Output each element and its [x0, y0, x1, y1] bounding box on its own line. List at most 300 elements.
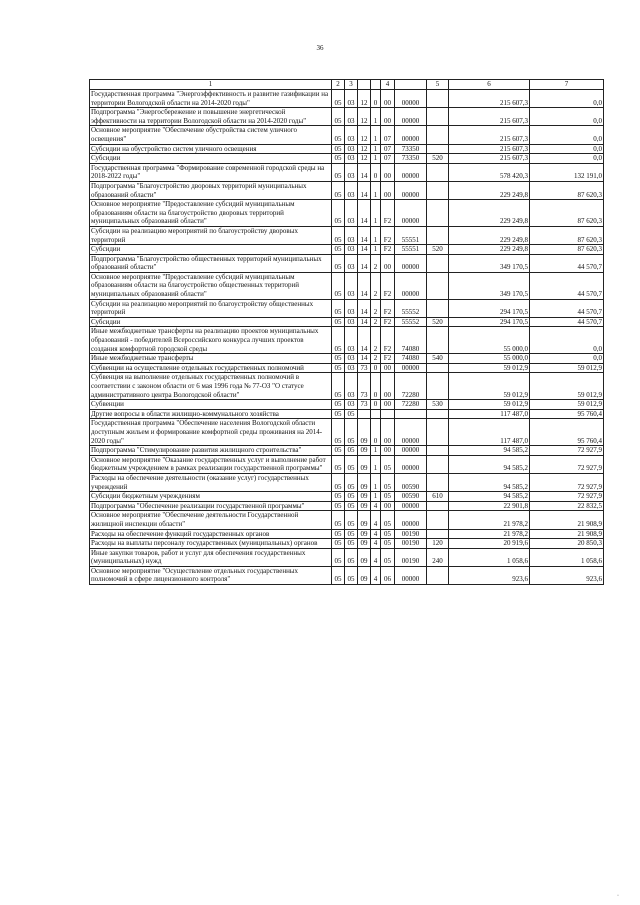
direction-code-cell: 00000 [395, 163, 427, 181]
expense-type-cell [427, 409, 449, 419]
section-code-cell: 05 [332, 181, 345, 199]
measure-code-cell: 06 [381, 566, 395, 584]
direction-code-cell: 72280 [395, 400, 427, 410]
subsection-code-cell: 05 [345, 511, 358, 529]
direction-code-cell: 55551 [395, 226, 427, 244]
subprogram-code-cell: 1 [371, 245, 381, 255]
amount-2019-cell: 229 249,8 [449, 181, 530, 199]
measure-code-cell: 05 [381, 492, 395, 502]
measure-code-cell: 05 [381, 473, 395, 491]
subsection-code-cell: 03 [345, 154, 358, 164]
table-row [90, 373, 604, 400]
program-code-cell: 12 [358, 126, 371, 144]
subsection-code-cell: 05 [345, 492, 358, 502]
subsection-code-cell: 03 [345, 108, 358, 126]
row-name-cell: Основное мероприятие "Предоставление субсидий муниципальным образованиям области на благоустройство общественных территорий муниципальных образований области" [90, 272, 332, 299]
row-name-cell: Иные межбюджетные трансферты на реализацию проектов муниципальных образований - победителей Всероссийского конкурса лучших проектов создания комфортной городской среды [90, 327, 332, 354]
section-code-cell: 05 [332, 473, 345, 491]
table-row [90, 200, 604, 227]
measure-code-cell: 00 [381, 163, 395, 181]
measure-code-cell: 05 [381, 548, 395, 566]
direction-code-cell: 00590 [395, 492, 427, 502]
subprogram-code-cell: 2 [371, 354, 381, 364]
header-cell: 7 [530, 80, 604, 90]
subprogram-code-cell: 0 [371, 90, 381, 108]
amount-2019-cell: 229 249,8 [449, 245, 530, 255]
amount-2019-cell: 215 607,3 [449, 108, 530, 126]
program-code-cell: 09 [358, 501, 371, 511]
section-code-cell: 05 [332, 108, 345, 126]
direction-code-cell: 55552 [395, 317, 427, 327]
direction-code-cell: 74080 [395, 327, 427, 354]
measure-code-cell: 05 [381, 511, 395, 529]
program-code-cell: 09 [358, 529, 371, 539]
amount-2019-cell: 22 901,8 [449, 501, 530, 511]
section-code-cell: 05 [332, 446, 345, 456]
measure-code-cell: 00 [381, 400, 395, 410]
table-header-row [90, 80, 604, 90]
subsection-code-cell: 03 [345, 90, 358, 108]
table-row [90, 363, 604, 373]
amount-2019-cell: 94 585,2 [449, 473, 530, 491]
row-name-cell: Другие вопросы в области жилищно-коммунального хозяйства [90, 409, 332, 419]
row-name-cell: Основное мероприятие "Предоставление субсидий муниципальным образованиям области на благоустройство дворовых территорий муниципальных образований области" [90, 200, 332, 227]
program-code-cell: 09 [358, 511, 371, 529]
direction-code-cell: 00000 [395, 446, 427, 456]
measure-code-cell: 00 [381, 181, 395, 199]
row-name-cell: Субсидии на обустройство систем уличного освещения [90, 144, 332, 154]
header-cell: 5 [427, 80, 449, 90]
expense-type-cell [427, 529, 449, 539]
measure-code-cell: 05 [381, 529, 395, 539]
program-code-cell: 14 [358, 181, 371, 199]
row-name-cell: Субвенции на осуществление отдельных государственных полномочий [90, 363, 332, 373]
subsection-code-cell: 03 [345, 163, 358, 181]
amount-2019-cell: 578 420,3 [449, 163, 530, 181]
program-code-cell: 73 [358, 363, 371, 373]
section-code-cell: 05 [332, 566, 345, 584]
measure-code-cell: 05 [381, 455, 395, 473]
expense-type-cell [427, 373, 449, 400]
amount-2020-cell: 87 620,3 [530, 226, 604, 244]
section-code-cell: 05 [332, 226, 345, 244]
table-row [90, 144, 604, 154]
program-code-cell: 09 [358, 455, 371, 473]
amount-2020-cell: 0,0 [530, 327, 604, 354]
amount-2020-cell: 132 191,0 [530, 163, 604, 181]
table-row [90, 566, 604, 584]
measure-code-cell [381, 409, 395, 419]
section-code-cell: 05 [332, 400, 345, 410]
measure-code-cell: 00 [381, 501, 395, 511]
subprogram-code-cell: 2 [371, 317, 381, 327]
expense-type-cell [427, 200, 449, 227]
amount-2020-cell: 72 927,9 [530, 446, 604, 456]
subprogram-code-cell: 1 [371, 181, 381, 199]
section-code-cell: 05 [332, 272, 345, 299]
program-code-cell: 14 [358, 299, 371, 317]
measure-code-cell: 05 [381, 539, 395, 549]
section-code-cell: 05 [332, 419, 345, 446]
direction-code-cell: 74080 [395, 354, 427, 364]
subsection-code-cell: 03 [345, 226, 358, 244]
row-name-cell: Иные межбюджетные трансферты [90, 354, 332, 364]
amount-2020-cell: 0,0 [530, 154, 604, 164]
amount-2019-cell: 294 170,5 [449, 299, 530, 317]
expense-type-cell [427, 446, 449, 456]
subsection-code-cell: 03 [345, 126, 358, 144]
table-row [90, 90, 604, 108]
subprogram-code-cell: 1 [371, 226, 381, 244]
measure-code-cell: F2 [381, 299, 395, 317]
direction-code-cell: 55551 [395, 245, 427, 255]
amount-2020-cell: 87 620,3 [530, 181, 604, 199]
measure-code-cell: F2 [381, 272, 395, 299]
section-code-cell: 05 [332, 492, 345, 502]
amount-2019-cell: 20 919,6 [449, 539, 530, 549]
subprogram-code-cell: 4 [371, 548, 381, 566]
measure-code-cell: 07 [381, 144, 395, 154]
table-row [90, 409, 604, 419]
amount-2020-cell: 87 620,3 [530, 200, 604, 227]
subsection-code-cell: 03 [345, 373, 358, 400]
direction-code-cell: 00590 [395, 473, 427, 491]
row-name-cell: Основное мероприятие "Оказание государственных услуг и выполнение работ бюджетным учреждением в рамках реализации государственной программы" [90, 455, 332, 473]
program-code-cell: 73 [358, 373, 371, 400]
program-code-cell: 73 [358, 400, 371, 410]
program-code-cell: 14 [358, 317, 371, 327]
subsection-code-cell: 05 [345, 548, 358, 566]
program-code-cell: 12 [358, 108, 371, 126]
amount-2020-cell: 22 832,5 [530, 501, 604, 511]
subprogram-code-cell: 2 [371, 254, 381, 272]
section-code-cell: 05 [332, 163, 345, 181]
expense-type-cell [427, 566, 449, 584]
amount-2019-cell: 215 607,3 [449, 144, 530, 154]
expense-type-cell [427, 108, 449, 126]
subsection-code-cell: 03 [345, 144, 358, 154]
amount-2019-cell: 923,6 [449, 566, 530, 584]
section-code-cell: 05 [332, 373, 345, 400]
subprogram-code-cell: 0 [371, 363, 381, 373]
direction-code-cell: 00190 [395, 548, 427, 566]
section-code-cell: 05 [332, 354, 345, 364]
measure-code-cell: 07 [381, 126, 395, 144]
direction-code-cell: 00000 [395, 566, 427, 584]
amount-2019-cell: 21 978,2 [449, 511, 530, 529]
program-code-cell: 14 [358, 327, 371, 354]
table-row [90, 126, 604, 144]
program-code-cell: 09 [358, 539, 371, 549]
amount-2019-cell: 215 607,3 [449, 126, 530, 144]
measure-code-cell: 00 [381, 446, 395, 456]
expense-type-cell [427, 126, 449, 144]
amount-2020-cell: 44 570,7 [530, 317, 604, 327]
direction-code-cell: 00000 [395, 108, 427, 126]
section-code-cell: 05 [332, 363, 345, 373]
row-name-cell: Субсидии [90, 154, 332, 164]
section-code-cell: 05 [332, 501, 345, 511]
amount-2019-cell: 117 487,0 [449, 419, 530, 446]
amount-2019-cell: 215 607,3 [449, 90, 530, 108]
expense-type-cell: 520 [427, 317, 449, 327]
program-code-cell: 14 [358, 354, 371, 364]
amount-2020-cell: 44 570,7 [530, 254, 604, 272]
subsection-code-cell: 03 [345, 272, 358, 299]
section-code-cell: 05 [332, 511, 345, 529]
subsection-code-cell: 03 [345, 245, 358, 255]
amount-2019-cell: 55 000,0 [449, 327, 530, 354]
direction-code-cell: 00000 [395, 511, 427, 529]
measure-code-cell: F2 [381, 245, 395, 255]
amount-2019-cell: 59 012,9 [449, 363, 530, 373]
row-name-cell: Подпрограмма "Обеспечение реализации государственной программы" [90, 501, 332, 511]
expense-type-cell: 120 [427, 539, 449, 549]
program-code-cell: 09 [358, 492, 371, 502]
subprogram-code-cell: 2 [371, 299, 381, 317]
direction-code-cell: 00000 [395, 181, 427, 199]
amount-2020-cell: 59 012,9 [530, 373, 604, 400]
table-row [90, 419, 604, 446]
program-code-cell: 09 [358, 419, 371, 446]
direction-code-cell [395, 409, 427, 419]
amount-2020-cell: 72 927,9 [530, 492, 604, 502]
subprogram-code-cell [371, 409, 381, 419]
table-row [90, 254, 604, 272]
expense-type-cell [427, 511, 449, 529]
subprogram-code-cell: 4 [371, 566, 381, 584]
table-row [90, 511, 604, 529]
amount-2019-cell: 294 170,5 [449, 317, 530, 327]
amount-2020-cell: 87 620,3 [530, 245, 604, 255]
row-name-cell: Субсидии на реализацию мероприятий по благоустройству общественных территорий [90, 299, 332, 317]
row-name-cell: Расходы на выплаты персоналу государственных (муниципальных) органов [90, 539, 332, 549]
direction-code-cell: 00190 [395, 529, 427, 539]
amount-2020-cell: 44 570,7 [530, 299, 604, 317]
section-code-cell: 05 [332, 144, 345, 154]
table-row [90, 181, 604, 199]
section-code-cell: 05 [332, 90, 345, 108]
measure-code-cell: 00 [381, 363, 395, 373]
subprogram-code-cell: 1 [371, 108, 381, 126]
subprogram-code-cell: 1 [371, 492, 381, 502]
direction-code-cell: 00000 [395, 254, 427, 272]
subprogram-code-cell: 1 [371, 154, 381, 164]
row-name-cell: Субвенция на выполнение отдельных государственных полномочий в соответствии с законом области от 6 мая 1996 года № 77-ОЗ "О статусе административного центра Вологодской области" [90, 373, 332, 400]
row-name-cell: Основное мероприятие "Осуществление отдельных государственных полномочий в сфере лицензионного контроля" [90, 566, 332, 584]
table-row [90, 245, 604, 255]
amount-2020-cell: 95 760,4 [530, 419, 604, 446]
table-row [90, 455, 604, 473]
subprogram-code-cell: 0 [371, 419, 381, 446]
expense-type-cell [427, 254, 449, 272]
program-code-cell: 09 [358, 566, 371, 584]
budget-table [89, 79, 604, 585]
amount-2019-cell: 349 170,5 [449, 254, 530, 272]
subsection-code-cell: 03 [345, 299, 358, 317]
measure-code-cell: F2 [381, 327, 395, 354]
subsection-code-cell: 05 [345, 529, 358, 539]
table-body [90, 80, 604, 585]
direction-code-cell: 55552 [395, 299, 427, 317]
expense-type-cell [427, 363, 449, 373]
program-code-cell: 14 [358, 245, 371, 255]
edge-mark: · [617, 893, 619, 899]
row-name-cell: Основное мероприятие "Обеспечение обустройства систем уличного освещения" [90, 126, 332, 144]
subprogram-code-cell: 0 [371, 373, 381, 400]
row-name-cell: Субвенции [90, 400, 332, 410]
expense-type-cell: 520 [427, 245, 449, 255]
row-name-cell: Подпрограмма "Благоустройство дворовых территорий муниципальных образований области" [90, 181, 332, 199]
table-row [90, 154, 604, 164]
amount-2020-cell: 20 850,3 [530, 539, 604, 549]
expense-type-cell [427, 272, 449, 299]
amount-2020-cell: 0,0 [530, 354, 604, 364]
program-code-cell: 14 [358, 226, 371, 244]
amount-2020-cell: 21 908,9 [530, 529, 604, 539]
amount-2020-cell: 0,0 [530, 108, 604, 126]
subsection-code-cell: 05 [345, 566, 358, 584]
section-code-cell: 05 [332, 539, 345, 549]
program-code-cell: 14 [358, 254, 371, 272]
expense-type-cell [427, 90, 449, 108]
program-code-cell: 09 [358, 473, 371, 491]
direction-code-cell: 00000 [395, 272, 427, 299]
table-row [90, 400, 604, 410]
amount-2020-cell: 59 012,9 [530, 363, 604, 373]
program-code-cell: 12 [358, 154, 371, 164]
table-row [90, 501, 604, 511]
row-name-cell: Субсидии [90, 245, 332, 255]
subprogram-code-cell: 4 [371, 539, 381, 549]
table-row [90, 354, 604, 364]
amount-2020-cell: 72 927,9 [530, 455, 604, 473]
program-code-cell: 12 [358, 144, 371, 154]
section-code-cell: 05 [332, 548, 345, 566]
header-cell: 2 [332, 80, 345, 90]
subsection-code-cell: 05 [345, 409, 358, 419]
measure-code-cell: 07 [381, 154, 395, 164]
subsection-code-cell: 05 [345, 446, 358, 456]
program-code-cell: 14 [358, 163, 371, 181]
measure-code-cell: F2 [381, 226, 395, 244]
amount-2019-cell: 59 012,9 [449, 373, 530, 400]
measure-code-cell: F2 [381, 200, 395, 227]
row-name-cell: Расходы на обеспечение функций государственных органов [90, 529, 332, 539]
expense-type-cell: 240 [427, 548, 449, 566]
section-code-cell: 05 [332, 455, 345, 473]
section-code-cell: 05 [332, 154, 345, 164]
amount-2019-cell: 349 170,5 [449, 272, 530, 299]
row-name-cell: Подпрограмма "Стимулирование развития жилищного строительства" [90, 446, 332, 456]
section-code-cell: 05 [332, 317, 345, 327]
table-row [90, 272, 604, 299]
row-name-cell: Иные закупки товаров, работ и услуг для обеспечения государственных (муниципальных) нужд [90, 548, 332, 566]
amount-2019-cell: 21 978,2 [449, 529, 530, 539]
section-code-cell: 05 [332, 299, 345, 317]
amount-2020-cell: 0,0 [530, 90, 604, 108]
expense-type-cell [427, 473, 449, 491]
expense-type-cell [427, 327, 449, 354]
amount-2019-cell: 1 058,6 [449, 548, 530, 566]
amount-2020-cell: 923,6 [530, 566, 604, 584]
subsection-code-cell: 03 [345, 327, 358, 354]
page-number: 36 [316, 44, 324, 52]
measure-code-cell: 00 [381, 419, 395, 446]
subsection-code-cell: 05 [345, 501, 358, 511]
section-code-cell: 05 [332, 245, 345, 255]
subsection-code-cell: 03 [345, 181, 358, 199]
row-name-cell: Основное мероприятие "Обеспечение деятельности Государственной жилищной инспекции области" [90, 511, 332, 529]
row-name-cell: Субсидии бюджетным учреждениям [90, 492, 332, 502]
amount-2019-cell: 215 607,3 [449, 154, 530, 164]
amount-2019-cell: 94 585,2 [449, 446, 530, 456]
table-row [90, 299, 604, 317]
measure-code-cell: F2 [381, 354, 395, 364]
subprogram-code-cell: 2 [371, 272, 381, 299]
subsection-code-cell: 05 [345, 539, 358, 549]
subsection-code-cell: 03 [345, 200, 358, 227]
direction-code-cell: 00000 [395, 200, 427, 227]
table-row [90, 108, 604, 126]
subsection-code-cell: 05 [345, 455, 358, 473]
subsection-code-cell: 03 [345, 317, 358, 327]
amount-2019-cell: 229 249,8 [449, 200, 530, 227]
section-code-cell: 05 [332, 327, 345, 354]
expense-type-cell [427, 419, 449, 446]
subprogram-code-cell: 4 [371, 529, 381, 539]
row-name-cell: Государственная программа "Энергоэффективность и развитие газификации на территории Вологодской области на 2014-2020 годы" [90, 90, 332, 108]
direction-code-cell: 72280 [395, 373, 427, 400]
program-code-cell: 12 [358, 90, 371, 108]
section-code-cell: 05 [332, 529, 345, 539]
direction-code-cell: 00000 [395, 455, 427, 473]
expense-type-cell: 520 [427, 154, 449, 164]
subprogram-code-cell: 0 [371, 163, 381, 181]
program-code-cell [358, 409, 371, 419]
subprogram-code-cell: 0 [371, 400, 381, 410]
amount-2019-cell: 117 487,0 [449, 409, 530, 419]
measure-code-cell: F2 [381, 317, 395, 327]
header-cell [358, 80, 371, 90]
table-row [90, 539, 604, 549]
header-cell: 1 [90, 80, 332, 90]
amount-2019-cell: 59 012,9 [449, 400, 530, 410]
subprogram-code-cell: 1 [371, 144, 381, 154]
amount-2020-cell: 72 927,9 [530, 473, 604, 491]
subprogram-code-cell: 1 [371, 126, 381, 144]
direction-code-cell: 00000 [395, 90, 427, 108]
table-row [90, 548, 604, 566]
program-code-cell: 09 [358, 446, 371, 456]
expense-type-cell [427, 181, 449, 199]
subsection-code-cell: 05 [345, 473, 358, 491]
direction-code-cell: 73350 [395, 154, 427, 164]
amount-2020-cell: 0,0 [530, 144, 604, 154]
row-name-cell: Государственная программа "Формирование современной городской среды на 2018-2022 годы" [90, 163, 332, 181]
header-cell: 6 [449, 80, 530, 90]
amount-2019-cell: 229 249,8 [449, 226, 530, 244]
section-code-cell: 05 [332, 409, 345, 419]
direction-code-cell: 00000 [395, 419, 427, 446]
subsection-code-cell: 03 [345, 400, 358, 410]
expense-type-cell [427, 501, 449, 511]
expense-type-cell [427, 163, 449, 181]
row-name-cell: Подпрограмма "Энергосбережение и повышение энергетической эффективности на территории Вологодской области на 2014-2020 годы" [90, 108, 332, 126]
direction-code-cell: 73350 [395, 144, 427, 154]
section-code-cell: 05 [332, 254, 345, 272]
header-cell: 3 [345, 80, 358, 90]
